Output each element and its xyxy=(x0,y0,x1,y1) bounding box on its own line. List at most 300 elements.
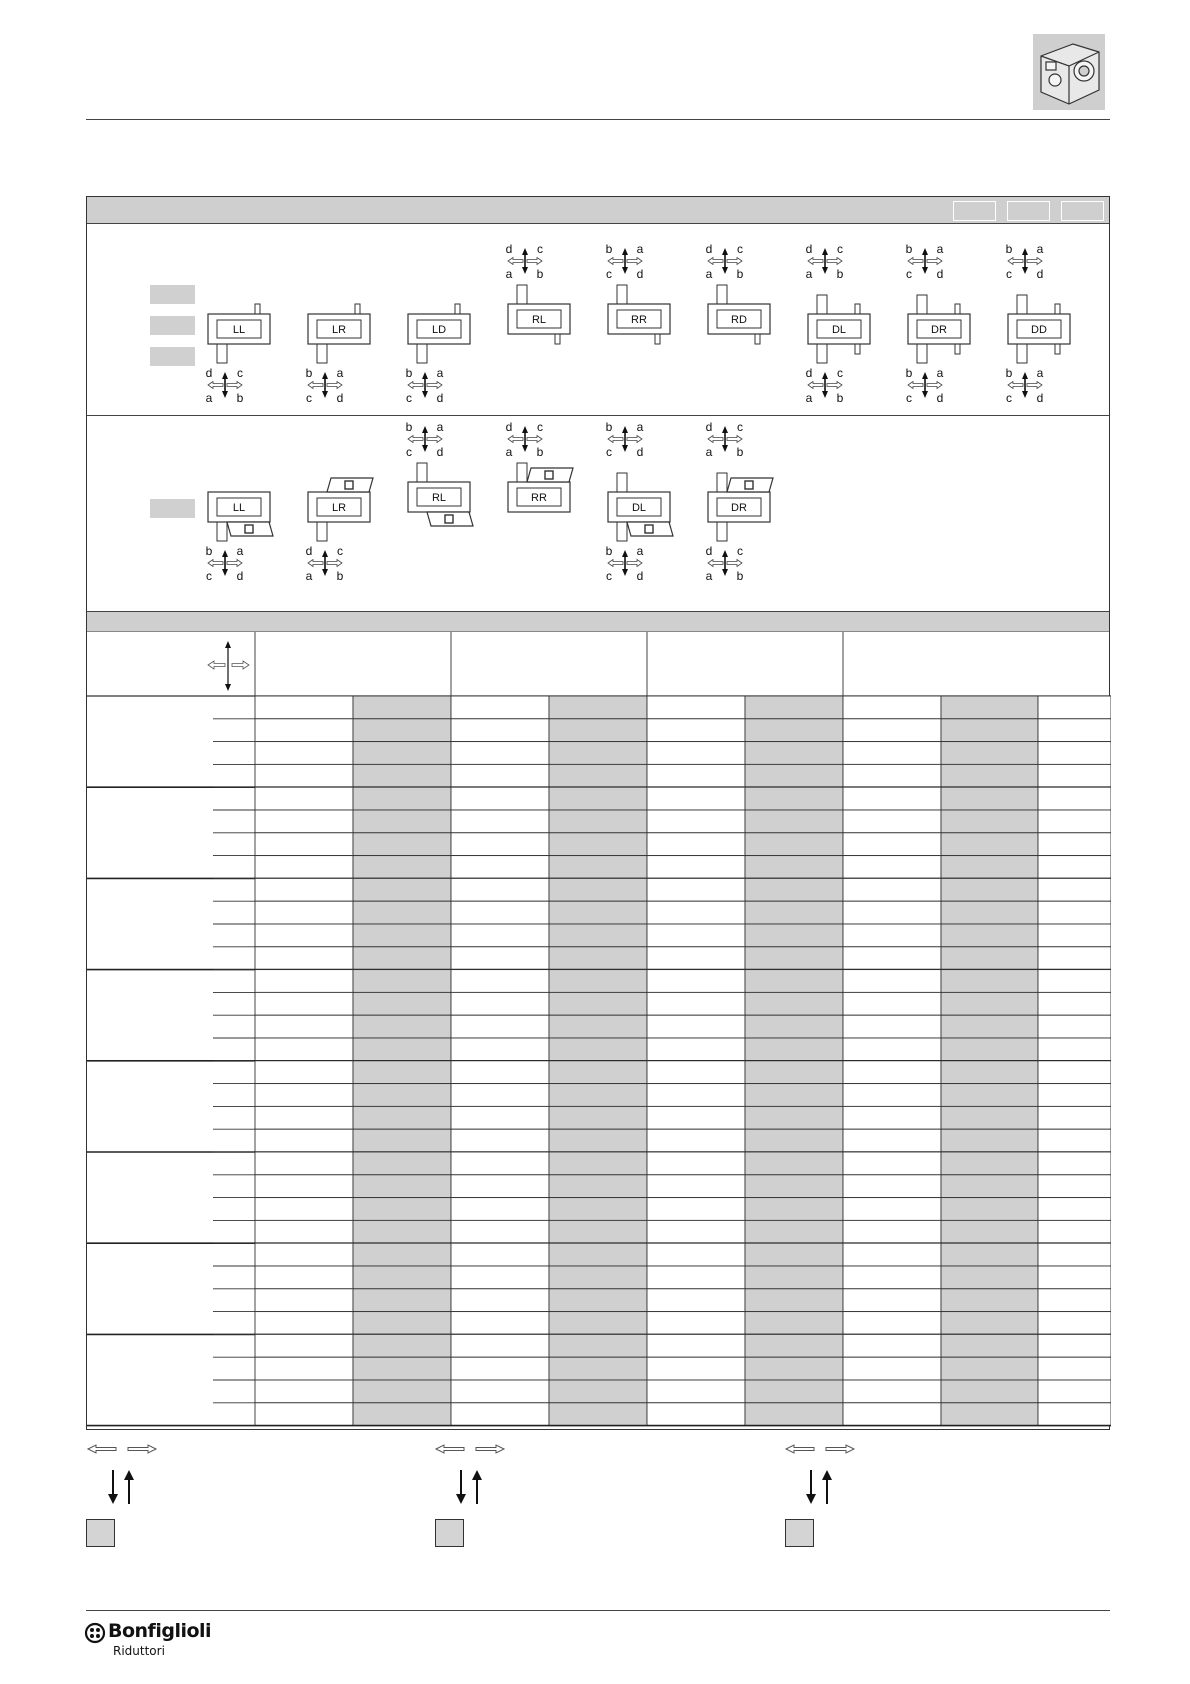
table-cell xyxy=(255,1380,353,1403)
table-cell xyxy=(941,1038,1038,1061)
table-cell xyxy=(353,1220,451,1243)
table-cell xyxy=(745,901,843,924)
table-cell xyxy=(843,1038,941,1061)
gearbox-dr xyxy=(908,295,970,363)
table-cell xyxy=(745,1015,843,1038)
table-cell xyxy=(549,1129,647,1152)
direction-letter: a xyxy=(705,569,713,583)
table-group xyxy=(87,787,1111,878)
table-cell xyxy=(549,1334,647,1357)
direction-letter: a xyxy=(636,544,644,558)
direction-letter: a xyxy=(636,420,644,434)
table-cell xyxy=(549,1243,647,1266)
direction-letter: c xyxy=(606,445,612,459)
table-cell xyxy=(451,787,549,810)
table-cell xyxy=(941,1220,1038,1243)
bidirectional-arrows-icon xyxy=(88,1445,156,1453)
table-cell xyxy=(255,1038,353,1061)
table-row xyxy=(213,1334,1111,1357)
table-row xyxy=(213,878,1111,901)
table-cell xyxy=(941,719,1038,742)
table-cell xyxy=(549,1061,647,1084)
table-cell xyxy=(451,1061,549,1084)
table-cell xyxy=(647,1106,745,1129)
table-cell xyxy=(941,1152,1038,1175)
direction-letter: c xyxy=(537,420,543,434)
legend-swatch-1 xyxy=(86,1519,115,1547)
table-cell xyxy=(941,924,1038,947)
direction-letter: a xyxy=(636,242,644,256)
direction-letter: c xyxy=(237,366,243,380)
table-cell xyxy=(843,856,941,879)
table-cell xyxy=(1038,878,1111,901)
table-cell xyxy=(353,878,451,901)
table-cell xyxy=(1038,1106,1111,1129)
table-cell xyxy=(745,719,843,742)
table-cell xyxy=(941,856,1038,879)
table-cell xyxy=(745,1106,843,1129)
table-cell xyxy=(353,1129,451,1152)
table-cell xyxy=(1038,1061,1111,1084)
direction-letter: b xyxy=(605,544,613,558)
table-cell xyxy=(1038,742,1111,765)
table-cell xyxy=(255,1403,353,1426)
table-cell xyxy=(941,742,1038,765)
table-cell xyxy=(1038,992,1111,1015)
legend-swatch-2 xyxy=(435,1519,464,1547)
table-row xyxy=(213,810,1111,833)
table-cell xyxy=(941,1243,1038,1266)
gearbox-lr xyxy=(308,304,370,363)
table-cell xyxy=(647,1015,745,1038)
table-cell xyxy=(451,764,549,787)
table-cell xyxy=(549,1152,647,1175)
table-cell xyxy=(451,878,549,901)
direction-letter: a xyxy=(505,445,513,459)
table-cell xyxy=(451,1084,549,1107)
table-cell xyxy=(451,1152,549,1175)
table-cell xyxy=(941,878,1038,901)
direction-letter: c xyxy=(1006,267,1012,281)
table-row xyxy=(213,947,1111,970)
table-cell xyxy=(941,1334,1038,1357)
brand-subtitle: Riduttori xyxy=(113,1644,165,1658)
table-cell xyxy=(451,742,549,765)
direction-letter: d xyxy=(436,391,444,405)
gearbox-dd xyxy=(1008,295,1070,363)
table-cell xyxy=(549,947,647,970)
table-cell xyxy=(255,1243,353,1266)
table-cell xyxy=(745,992,843,1015)
mounting-diagrams xyxy=(87,197,1111,617)
table-cell xyxy=(745,1334,843,1357)
direction-letter: a xyxy=(436,366,444,380)
table-cell xyxy=(941,1175,1038,1198)
table-cell xyxy=(647,1129,745,1152)
table-cell xyxy=(451,1129,549,1152)
table-cell xyxy=(745,1129,843,1152)
table-cell xyxy=(353,742,451,765)
config-code: LR xyxy=(331,502,347,514)
direction-letter: d xyxy=(705,544,713,558)
table-cell xyxy=(255,742,353,765)
table-cell xyxy=(1038,1038,1111,1061)
table-cell xyxy=(745,742,843,765)
table-cell xyxy=(451,719,549,742)
table-cell xyxy=(255,1106,353,1129)
config-code: DL xyxy=(631,502,647,514)
direction-letter: d xyxy=(936,391,944,405)
table-cell xyxy=(843,1129,941,1152)
table-row xyxy=(213,1038,1111,1061)
gearbox-lr xyxy=(308,478,373,541)
table-cell xyxy=(451,947,549,970)
brand-name: Bonfiglioli xyxy=(108,1620,212,1642)
table-row xyxy=(213,1403,1111,1426)
table-cell xyxy=(255,1084,353,1107)
table-cell xyxy=(1038,1220,1111,1243)
config-code: DR xyxy=(931,324,947,336)
table-cell xyxy=(745,1357,843,1380)
direction-letter: b xyxy=(536,267,544,281)
direction-letter: b xyxy=(905,242,913,256)
direction-letter: d xyxy=(205,366,213,380)
table-cell xyxy=(451,924,549,947)
table-cell xyxy=(255,696,353,719)
table-cell xyxy=(745,1266,843,1289)
table-cell xyxy=(647,833,745,856)
table-cell xyxy=(451,856,549,879)
table-cell xyxy=(647,856,745,879)
direction-cross xyxy=(406,420,444,459)
table-cell xyxy=(451,901,549,924)
table-cell xyxy=(941,970,1038,993)
table-cell xyxy=(549,1380,647,1403)
table-row xyxy=(213,1243,1111,1266)
direction-letter: c xyxy=(737,420,743,434)
table-cell xyxy=(1038,1266,1111,1289)
gearbox-ld xyxy=(408,304,470,363)
config-code: DL xyxy=(831,324,847,336)
table-cell xyxy=(549,742,647,765)
table-cell xyxy=(549,1038,647,1061)
direction-cross xyxy=(206,544,244,583)
table-cell xyxy=(843,1175,941,1198)
table-cell xyxy=(1038,1380,1111,1403)
gearbox-rd xyxy=(708,285,770,344)
table-cell xyxy=(745,1289,843,1312)
direction-letter: a xyxy=(205,391,213,405)
direction-letter: d xyxy=(305,544,313,558)
table-cell xyxy=(255,1289,353,1312)
table-cell xyxy=(941,764,1038,787)
table-cell xyxy=(745,856,843,879)
table-row xyxy=(213,901,1111,924)
table-cell xyxy=(451,1403,549,1426)
table-cell xyxy=(451,810,549,833)
table-cell xyxy=(549,1015,647,1038)
table-cell xyxy=(255,1334,353,1357)
table-cell xyxy=(451,1266,549,1289)
table-cell xyxy=(941,787,1038,810)
table-cell xyxy=(843,1220,941,1243)
table-cell xyxy=(1038,787,1111,810)
table-cell xyxy=(451,1289,549,1312)
table-cell xyxy=(255,1015,353,1038)
table-cell xyxy=(549,992,647,1015)
direction-cross-icon xyxy=(208,641,249,691)
table-cell xyxy=(1038,810,1111,833)
table-group xyxy=(87,1061,1111,1152)
table-cell xyxy=(451,1334,549,1357)
config-code: DD xyxy=(1031,324,1047,336)
direction-letter: d xyxy=(705,420,713,434)
direction-letter: a xyxy=(436,420,444,434)
direction-letter: b xyxy=(605,242,613,256)
table-cell xyxy=(647,1175,745,1198)
table-cell xyxy=(1038,1289,1111,1312)
direction-cross xyxy=(306,366,344,405)
table-cell xyxy=(745,1038,843,1061)
direction-letter: c xyxy=(837,366,843,380)
table-cell xyxy=(647,947,745,970)
table-cell xyxy=(451,696,549,719)
table-cell xyxy=(745,764,843,787)
table-cell xyxy=(941,1312,1038,1335)
table-cell xyxy=(549,1312,647,1335)
table-cell xyxy=(647,1403,745,1426)
direction-letter: d xyxy=(705,242,713,256)
direction-letter: d xyxy=(236,569,244,583)
table-cell xyxy=(255,878,353,901)
table-cell xyxy=(843,1243,941,1266)
table-cell xyxy=(353,1312,451,1335)
table-cell xyxy=(647,719,745,742)
table-row xyxy=(213,764,1111,787)
table-row xyxy=(213,833,1111,856)
table-cell xyxy=(549,1106,647,1129)
config-code: LL xyxy=(232,324,246,336)
table-cell xyxy=(745,1198,843,1221)
table-cell xyxy=(941,947,1038,970)
table-row xyxy=(213,742,1111,765)
table-cell xyxy=(647,1380,745,1403)
direction-letter: a xyxy=(505,267,513,281)
table-cell xyxy=(843,810,941,833)
table-cell xyxy=(647,764,745,787)
table-cell xyxy=(451,970,549,993)
direction-cross xyxy=(706,242,744,281)
table-cell xyxy=(843,1380,941,1403)
direction-letter: b xyxy=(405,366,413,380)
table-cell xyxy=(451,1015,549,1038)
footer-rule xyxy=(86,1610,1110,1611)
direction-letter: b xyxy=(205,544,213,558)
table-cell xyxy=(549,1220,647,1243)
table-row xyxy=(213,856,1111,879)
direction-letter: a xyxy=(805,267,813,281)
table-cell xyxy=(941,1266,1038,1289)
table-cell xyxy=(353,1106,451,1129)
direction-cross xyxy=(506,420,544,459)
table-cell xyxy=(549,1403,647,1426)
gearbox-dl xyxy=(808,295,870,363)
table-cell xyxy=(255,1129,353,1152)
direction-cross xyxy=(1006,366,1044,405)
direction-letter: b xyxy=(736,445,744,459)
table-cell xyxy=(451,1220,549,1243)
table-cell xyxy=(941,901,1038,924)
config-code: LR xyxy=(331,324,347,336)
direction-letter: a xyxy=(1036,242,1044,256)
table-cell xyxy=(745,1403,843,1426)
table-cell xyxy=(353,1175,451,1198)
table-cell xyxy=(353,1289,451,1312)
table-cell xyxy=(451,1106,549,1129)
table-cell xyxy=(549,856,647,879)
table-row xyxy=(213,1198,1111,1221)
direction-letter: b xyxy=(1005,242,1013,256)
direction-letter: a xyxy=(805,391,813,405)
config-code: RL xyxy=(431,492,447,504)
direction-letter: a xyxy=(705,267,713,281)
table-cell xyxy=(353,1015,451,1038)
table-cell xyxy=(353,1084,451,1107)
direction-letter: c xyxy=(406,391,412,405)
table-row xyxy=(213,787,1111,810)
config-code: RL xyxy=(531,314,547,326)
table-cell xyxy=(549,1289,647,1312)
gearbox-thumbnail-icon xyxy=(1033,34,1105,110)
table-cell xyxy=(745,1380,843,1403)
table-cell xyxy=(647,1312,745,1335)
table-header xyxy=(87,632,1111,696)
table-cell xyxy=(745,787,843,810)
direction-cross xyxy=(806,242,844,281)
table-cell xyxy=(255,970,353,993)
direction-letter: d xyxy=(1036,267,1044,281)
direction-letter: c xyxy=(737,242,743,256)
table-cell xyxy=(353,1357,451,1380)
direction-letter: b xyxy=(405,420,413,434)
table-row xyxy=(213,1220,1111,1243)
table-cell xyxy=(843,1015,941,1038)
table-cell xyxy=(451,1175,549,1198)
table-cell xyxy=(353,947,451,970)
table-cell xyxy=(353,901,451,924)
table-cell xyxy=(745,1220,843,1243)
table-cell xyxy=(647,878,745,901)
config-code: RD xyxy=(731,314,747,326)
table-row xyxy=(213,970,1111,993)
direction-letter: c xyxy=(306,391,312,405)
table-cell xyxy=(353,764,451,787)
table-cell xyxy=(549,1175,647,1198)
gearbox-ll xyxy=(208,492,273,541)
table-cell xyxy=(1038,1084,1111,1107)
table-cell xyxy=(1038,1312,1111,1335)
table-row xyxy=(213,1129,1111,1152)
table-cell xyxy=(843,1289,941,1312)
table-cell xyxy=(353,1152,451,1175)
direction-letter: c xyxy=(606,267,612,281)
bidirectional-arrows-icon xyxy=(786,1445,854,1453)
table-cell xyxy=(549,878,647,901)
table-cell xyxy=(647,992,745,1015)
direction-letter: a xyxy=(305,569,313,583)
table-row xyxy=(213,1015,1111,1038)
table-cell xyxy=(1038,764,1111,787)
table-cell xyxy=(451,833,549,856)
table-cell xyxy=(255,787,353,810)
table-cell xyxy=(647,1198,745,1221)
table-cell xyxy=(353,696,451,719)
table-cell xyxy=(941,1289,1038,1312)
direction-letter: b xyxy=(305,366,313,380)
direction-letter: b xyxy=(836,267,844,281)
config-code: LL xyxy=(232,502,246,514)
table-cell xyxy=(1038,901,1111,924)
table-cell xyxy=(255,856,353,879)
table-cell xyxy=(451,1357,549,1380)
table-cell xyxy=(549,719,647,742)
table-cell xyxy=(843,947,941,970)
table-cell xyxy=(745,947,843,970)
direction-letter: a xyxy=(336,366,344,380)
table-cell xyxy=(255,947,353,970)
table-cell xyxy=(745,1175,843,1198)
direction-letter: c xyxy=(606,569,612,583)
table-row xyxy=(213,1357,1111,1380)
table-cell xyxy=(549,924,647,947)
table-cell xyxy=(647,1084,745,1107)
table-cell xyxy=(1038,947,1111,970)
table-cell xyxy=(1038,970,1111,993)
config-code: DR xyxy=(731,502,747,514)
direction-letter: d xyxy=(1036,391,1044,405)
table-cell xyxy=(745,810,843,833)
table-cell xyxy=(843,833,941,856)
table-cell xyxy=(255,764,353,787)
table-cell xyxy=(843,764,941,787)
table-cell xyxy=(549,901,647,924)
header-rule xyxy=(86,119,1110,120)
table-row xyxy=(213,1152,1111,1175)
gearbox-rl xyxy=(408,463,473,526)
table-cell xyxy=(255,1152,353,1175)
direction-letter: b xyxy=(905,366,913,380)
table-cell xyxy=(1038,856,1111,879)
table-cell xyxy=(843,1152,941,1175)
table-cell xyxy=(451,1312,549,1335)
direction-cross xyxy=(506,242,544,281)
table-cell xyxy=(255,719,353,742)
direction-cross xyxy=(906,366,944,405)
table-cell xyxy=(745,833,843,856)
table-cell xyxy=(353,1243,451,1266)
table-cell xyxy=(1038,1198,1111,1221)
table-cell xyxy=(353,719,451,742)
direction-letter: a xyxy=(936,366,944,380)
table-cell xyxy=(255,1312,353,1335)
direction-letter: c xyxy=(1006,391,1012,405)
table-cell xyxy=(549,1357,647,1380)
table-row xyxy=(213,719,1111,742)
table-cell xyxy=(843,1266,941,1289)
direction-letter: d xyxy=(336,391,344,405)
table-cell xyxy=(353,1061,451,1084)
table-cell xyxy=(255,833,353,856)
